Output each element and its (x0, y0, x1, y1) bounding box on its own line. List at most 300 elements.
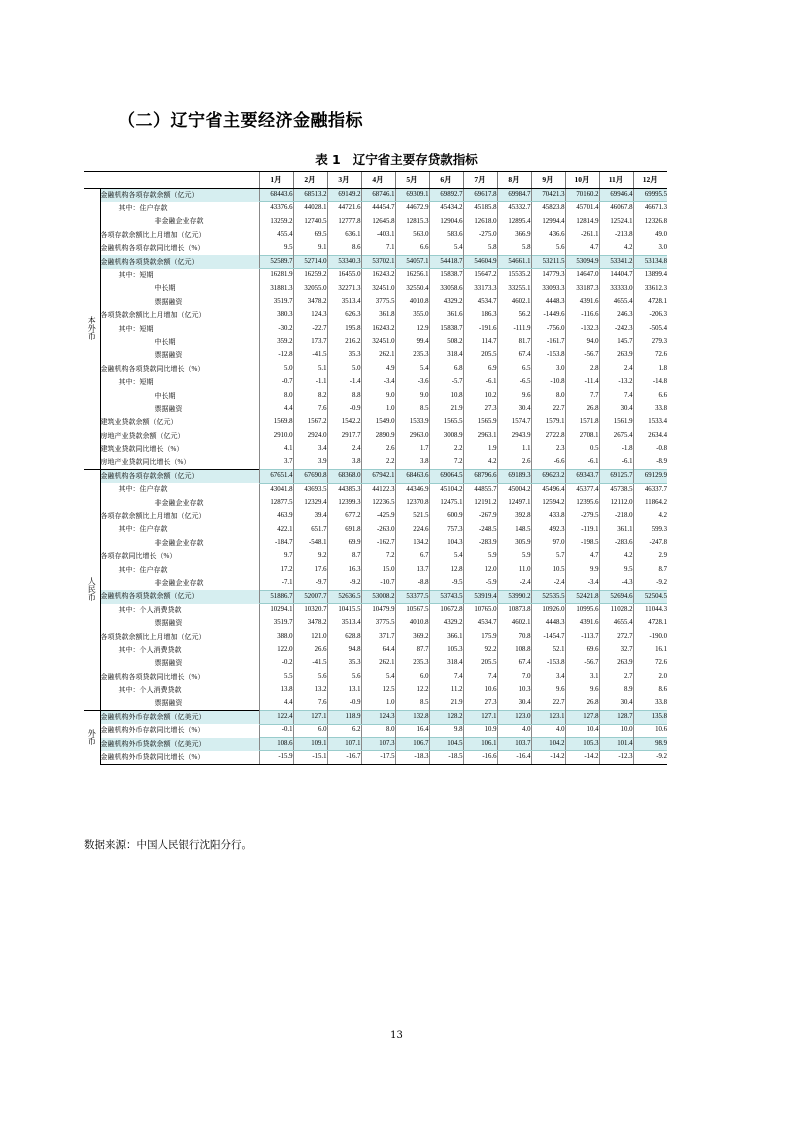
value-cell: 13.2 (293, 684, 327, 697)
value-cell: 127.8 (565, 711, 599, 724)
value-cell: 53134.8 (633, 255, 667, 268)
value-cell: 1.7 (395, 443, 429, 456)
value-cell: 3.1 (565, 671, 599, 684)
value-cell: 12.0 (463, 563, 497, 576)
value-cell: -3.6 (395, 376, 429, 389)
value-cell: 1.9 (463, 443, 497, 456)
value-cell: 583.6 (429, 229, 463, 242)
value-cell: -242.3 (599, 322, 633, 335)
value-cell: 33058.6 (429, 282, 463, 295)
table-row (84, 738, 667, 751)
value-cell: 2.6 (361, 443, 395, 456)
value-cell: -425.9 (361, 510, 395, 523)
value-cell: 33333.0 (599, 282, 633, 295)
value-cell: 10567.5 (395, 604, 429, 617)
value-cell: 68513.2 (293, 189, 327, 202)
value-cell: 53377.5 (395, 590, 429, 603)
value-cell: 2634.4 (633, 430, 667, 443)
value-cell: -16.7 (327, 751, 361, 764)
value-cell: -548.1 (293, 537, 327, 550)
value-cell: 105.3 (429, 644, 463, 657)
value-cell: 52535.5 (531, 590, 565, 603)
value-cell: 6.8 (429, 363, 463, 376)
value-cell: 21.9 (429, 697, 463, 710)
value-cell: -15.1 (293, 751, 327, 764)
value-cell: 8.6 (327, 242, 361, 255)
table-row (84, 711, 667, 724)
value-cell: 6.5 (497, 363, 531, 376)
group-label-char: 币 (87, 736, 96, 746)
header-blank-cell (84, 172, 259, 189)
value-cell: 53341.2 (599, 255, 633, 268)
value-cell: 33.8 (633, 403, 667, 416)
value-cell: -7.1 (259, 577, 293, 590)
value-cell: 124.3 (293, 309, 327, 322)
value-cell: -279.5 (565, 510, 599, 523)
row-label: 其中：住户存款 (118, 485, 168, 494)
value-cell: -247.8 (633, 537, 667, 550)
value-cell: 263.9 (599, 657, 633, 670)
value-cell: 14647.0 (565, 269, 599, 282)
value-cell: 12475.1 (429, 496, 463, 509)
value-cell: 32451.0 (361, 282, 395, 295)
group-label-char: 币 (87, 593, 96, 603)
value-cell: 8.0 (531, 389, 565, 402)
value-cell: -191.6 (463, 322, 497, 335)
value-cell: 69623.2 (531, 470, 565, 483)
value-cell: 11864.2 (633, 496, 667, 509)
table-row (84, 269, 667, 282)
table-row (84, 322, 667, 335)
value-cell: 127.1 (293, 711, 327, 724)
value-cell: 52007.7 (293, 590, 327, 603)
value-cell: -16.4 (497, 751, 531, 764)
value-cell: 6.6 (395, 242, 429, 255)
row-label: 票据融资 (154, 297, 183, 306)
value-cell: 4391.6 (565, 617, 599, 630)
value-cell: 2722.8 (531, 430, 565, 443)
value-cell: 31881.3 (259, 282, 293, 295)
value-cell: -190.0 (633, 630, 667, 643)
value-cell: 108.8 (497, 644, 531, 657)
value-cell: 54604.9 (463, 255, 497, 268)
value-cell: -1.8 (599, 443, 633, 456)
value-cell: 371.7 (361, 630, 395, 643)
value-cell: -0.7 (259, 376, 293, 389)
value-cell: -283.6 (599, 537, 633, 550)
value-cell: 33093.3 (531, 282, 565, 295)
value-cell: 0.5 (565, 443, 599, 456)
value-cell: 12399.3 (327, 496, 361, 509)
value-cell: 72.6 (633, 657, 667, 670)
row-label: 非金融企业存款 (154, 579, 204, 588)
page-number: 13 (390, 1030, 403, 1041)
value-cell: 4.2 (633, 510, 667, 523)
value-cell: 5.0 (259, 363, 293, 376)
table-row (84, 296, 667, 309)
value-cell: 15838.7 (429, 322, 463, 335)
value-cell: 44122.3 (361, 483, 395, 496)
table-number: 表 1 (315, 152, 341, 167)
value-cell: 4448.3 (531, 617, 565, 630)
value-cell: 69343.7 (565, 470, 599, 483)
value-cell: 205.5 (463, 349, 497, 362)
value-cell: 53743.5 (429, 590, 463, 603)
value-cell: 2.0 (633, 671, 667, 684)
deposit-loan-table (84, 171, 667, 765)
row-label: 金融机构各项存款余额（亿元） (100, 470, 259, 483)
value-cell: 5.9 (497, 550, 531, 563)
group-label (84, 470, 100, 711)
value-cell: 70421.3 (531, 189, 565, 202)
value-cell: 67942.1 (361, 470, 395, 483)
value-cell: 1565.9 (463, 416, 497, 429)
value-cell: 107.3 (361, 738, 395, 751)
value-cell: 1533.4 (633, 416, 667, 429)
table-header-row (84, 172, 667, 189)
value-cell: 8.5 (395, 697, 429, 710)
value-cell: 10765.0 (463, 604, 497, 617)
value-cell: 1549.0 (361, 416, 395, 429)
value-cell: 216.2 (327, 336, 361, 349)
value-cell: 1.0 (361, 697, 395, 710)
value-cell: 12815.3 (395, 215, 429, 228)
value-cell: 26.8 (565, 697, 599, 710)
value-cell: 68443.6 (259, 189, 293, 202)
month-header: 9月 (531, 172, 565, 189)
value-cell: 4.0 (497, 724, 531, 737)
value-cell: 677.2 (327, 510, 361, 523)
value-cell: -9.2 (633, 577, 667, 590)
value-cell: 521.5 (395, 510, 429, 523)
value-cell: 1579.1 (531, 416, 565, 429)
value-cell: 94.8 (327, 644, 361, 657)
value-cell: 10995.6 (565, 604, 599, 617)
value-cell: 11.2 (429, 684, 463, 697)
value-cell: 361.6 (429, 309, 463, 322)
value-cell: 33612.3 (633, 282, 667, 295)
value-cell: 563.0 (395, 229, 429, 242)
value-cell: -12.8 (259, 349, 293, 362)
value-cell: -5.7 (429, 376, 463, 389)
value-cell: 9.9 (565, 563, 599, 576)
table-row (84, 751, 667, 764)
value-cell: 318.4 (429, 349, 463, 362)
value-cell: 12370.8 (395, 496, 429, 509)
row-label: 各项贷款余额比上月增加（亿元） (100, 632, 206, 641)
value-cell: 45104.2 (429, 483, 463, 496)
value-cell: 1542.2 (327, 416, 361, 429)
value-cell: 68796.6 (463, 470, 497, 483)
table-body (84, 189, 667, 765)
row-label: 其中：住户存款 (118, 525, 168, 534)
value-cell: -161.7 (531, 336, 565, 349)
value-cell: 175.9 (463, 630, 497, 643)
value-cell: 12904.6 (429, 215, 463, 228)
value-cell: 7.0 (497, 671, 531, 684)
value-cell: 463.9 (259, 510, 293, 523)
month-header: 6月 (429, 172, 463, 189)
value-cell: -267.9 (463, 510, 497, 523)
table-row (84, 403, 667, 416)
value-cell: 2.2 (361, 456, 395, 469)
value-cell: 600.9 (429, 510, 463, 523)
value-cell: 67.4 (497, 657, 531, 670)
value-cell: 455.4 (259, 229, 293, 242)
value-cell: 8.2 (293, 389, 327, 402)
value-cell: 43693.5 (293, 483, 327, 496)
value-cell: 4.2 (599, 242, 633, 255)
value-cell: 3519.7 (259, 617, 293, 630)
value-cell: 11.0 (497, 563, 531, 576)
row-label: 中长期 (154, 337, 176, 346)
value-cell: 132.8 (395, 711, 429, 724)
value-cell: 52421.8 (565, 590, 599, 603)
value-cell: 5.7 (531, 550, 565, 563)
value-cell: 44346.9 (395, 483, 429, 496)
value-cell: 9.1 (293, 242, 327, 255)
value-cell: -119.1 (565, 523, 599, 536)
value-cell: 17.6 (293, 563, 327, 576)
table-row (84, 550, 667, 563)
value-cell: 10.3 (497, 684, 531, 697)
table-row (84, 416, 667, 429)
value-cell: -10.7 (361, 577, 395, 590)
value-cell: 68746.1 (361, 189, 395, 202)
value-cell: 392.8 (497, 510, 531, 523)
value-cell: 8.7 (327, 550, 361, 563)
value-cell: 10.8 (429, 389, 463, 402)
value-cell: 32550.4 (395, 282, 429, 295)
group-label-char: 本 (87, 316, 96, 326)
value-cell: 33173.3 (463, 282, 497, 295)
value-cell: -14.2 (565, 751, 599, 764)
value-cell: 7.7 (565, 389, 599, 402)
value-cell: -275.0 (463, 229, 497, 242)
value-cell: 53094.9 (565, 255, 599, 268)
month-header: 12月 (633, 172, 667, 189)
value-cell: 5.9 (463, 550, 497, 563)
value-cell: 68463.6 (395, 470, 429, 483)
table-row (84, 577, 667, 590)
value-cell: 128.2 (429, 711, 463, 724)
value-cell: -4.3 (599, 577, 633, 590)
value-cell: 53340.3 (327, 255, 361, 268)
value-cell: 12326.8 (633, 215, 667, 228)
value-cell: 4534.7 (463, 617, 497, 630)
value-cell: 30.4 (497, 697, 531, 710)
value-cell: 54057.1 (395, 255, 429, 268)
value-cell: 10.4 (565, 724, 599, 737)
value-cell: 53919.4 (463, 590, 497, 603)
row-label: 票据融资 (154, 699, 183, 708)
value-cell: -18.5 (429, 751, 463, 764)
table-row (84, 496, 667, 509)
value-cell: 8.0 (259, 389, 293, 402)
group-label-char: 币 (87, 332, 96, 342)
value-cell: -218.0 (599, 510, 633, 523)
value-cell: 30.4 (497, 403, 531, 416)
value-cell: 10294.1 (259, 604, 293, 617)
value-cell: 16243.2 (361, 269, 395, 282)
value-cell: 97.0 (531, 537, 565, 550)
table-row (84, 724, 667, 737)
value-cell: -162.7 (361, 537, 395, 550)
value-cell: -9.2 (327, 577, 361, 590)
value-cell: 33187.3 (565, 282, 599, 295)
value-cell: 272.7 (599, 630, 633, 643)
value-cell: 4534.7 (463, 296, 497, 309)
value-cell: 7.4 (429, 671, 463, 684)
value-cell: 69064.5 (429, 470, 463, 483)
table-row (84, 537, 667, 550)
value-cell: -41.5 (293, 349, 327, 362)
value-cell: -6.1 (599, 456, 633, 469)
value-cell: 67.4 (497, 349, 531, 362)
value-cell: 69892.7 (429, 189, 463, 202)
value-cell: 51886.7 (259, 590, 293, 603)
value-cell: 52694.6 (599, 590, 633, 603)
value-cell: -6.6 (531, 456, 565, 469)
value-cell: 9.7 (259, 550, 293, 563)
value-cell: 13.7 (395, 563, 429, 576)
value-cell: 56.2 (497, 309, 531, 322)
value-cell: 104.2 (531, 738, 565, 751)
value-cell: 12645.8 (361, 215, 395, 228)
row-label: 其中：短期 (118, 271, 154, 280)
value-cell: 2890.9 (361, 430, 395, 443)
value-cell: 3.0 (531, 363, 565, 376)
value-cell: 14404.7 (599, 269, 633, 282)
value-cell: 4.1 (259, 443, 293, 456)
table-row (84, 363, 667, 376)
value-cell: 186.3 (463, 309, 497, 322)
value-cell: 12524.1 (599, 215, 633, 228)
row-label: 票据融资 (154, 659, 183, 668)
value-cell: 70.8 (497, 630, 531, 643)
value-cell: 380.3 (259, 309, 293, 322)
table-row (84, 684, 667, 697)
value-cell: 436.6 (531, 229, 565, 242)
value-cell: 122.4 (259, 711, 293, 724)
value-cell: 2.3 (531, 443, 565, 456)
value-cell: 4329.2 (429, 296, 463, 309)
value-cell: 69129.9 (633, 470, 667, 483)
value-cell: 16243.2 (361, 322, 395, 335)
value-cell: 8.7 (633, 563, 667, 576)
value-cell: 22.7 (531, 403, 565, 416)
row-label: 各项存款余额比上月增加（亿元） (100, 230, 206, 239)
value-cell: 5.1 (293, 363, 327, 376)
value-cell: 361.8 (361, 309, 395, 322)
value-cell: 12.2 (395, 684, 429, 697)
source-note: 数据来源：中国人民银行沈阳分行。 (84, 839, 252, 851)
value-cell: 224.6 (395, 523, 429, 536)
row-label: 金融机构外币存款余额（亿美元） (100, 711, 259, 724)
value-cell: -1454.7 (531, 630, 565, 643)
value-cell: 69149.2 (327, 189, 361, 202)
value-cell: 12877.5 (259, 496, 293, 509)
value-cell: 10320.7 (293, 604, 327, 617)
value-cell: 2.6 (497, 456, 531, 469)
value-cell: 103.7 (497, 738, 531, 751)
value-cell: 6.2 (327, 724, 361, 737)
value-cell: 361.1 (599, 523, 633, 536)
table-row (84, 215, 667, 228)
table-row (84, 376, 667, 389)
value-cell: 104.3 (429, 537, 463, 550)
value-cell: 369.2 (395, 630, 429, 643)
value-cell: -206.3 (633, 309, 667, 322)
value-cell: 44672.9 (395, 202, 429, 215)
row-label: 金融机构各项存款余额（亿元） (100, 189, 259, 202)
table-row (84, 523, 667, 536)
value-cell: 54418.7 (429, 255, 463, 268)
value-cell: 2.9 (633, 550, 667, 563)
value-cell: 422.1 (259, 523, 293, 536)
value-cell: 3.9 (293, 456, 327, 469)
value-cell: 3519.7 (259, 296, 293, 309)
value-cell: 3513.4 (327, 296, 361, 309)
value-cell: 118.9 (327, 711, 361, 724)
value-cell: 5.4 (395, 363, 429, 376)
value-cell: 69.6 (565, 644, 599, 657)
value-cell: 99.4 (395, 336, 429, 349)
value-cell: 492.3 (531, 523, 565, 536)
value-cell: 108.6 (259, 738, 293, 751)
value-cell: 105.3 (565, 738, 599, 751)
value-cell: 33255.1 (497, 282, 531, 295)
value-cell: 114.7 (463, 336, 497, 349)
value-cell: 1567.2 (293, 416, 327, 429)
value-cell: 12329.4 (293, 496, 327, 509)
value-cell: 43376.6 (259, 202, 293, 215)
value-cell: 6.6 (633, 389, 667, 402)
value-cell: 121.0 (293, 630, 327, 643)
table-row (84, 657, 667, 670)
value-cell: 12236.5 (361, 496, 395, 509)
row-label: 其中：短期 (118, 324, 154, 333)
value-cell: 45332.7 (497, 202, 531, 215)
value-cell: 45701.4 (565, 202, 599, 215)
row-label: 票据融资 (154, 619, 183, 628)
value-cell: 5.0 (327, 363, 361, 376)
value-cell: 123.1 (531, 711, 565, 724)
value-cell: 4.4 (259, 697, 293, 710)
value-cell: 68368.0 (327, 470, 361, 483)
value-cell: 7.4 (463, 671, 497, 684)
value-cell: 53008.2 (361, 590, 395, 603)
value-cell: 4391.6 (565, 296, 599, 309)
value-cell: 173.7 (293, 336, 327, 349)
value-cell: 5.4 (429, 242, 463, 255)
value-cell: 2708.1 (565, 430, 599, 443)
row-label: 其中：短期 (118, 378, 154, 387)
value-cell: 6.0 (395, 671, 429, 684)
value-cell: 12777.8 (327, 215, 361, 228)
value-cell: -2.4 (497, 577, 531, 590)
value-cell: 11044.3 (633, 604, 667, 617)
table-row (84, 242, 667, 255)
value-cell: 508.2 (429, 336, 463, 349)
value-cell: 4010.8 (395, 617, 429, 630)
value-cell: -3.4 (565, 577, 599, 590)
value-cell: 64.4 (361, 644, 395, 657)
table-row (84, 630, 667, 643)
value-cell: 127.1 (463, 711, 497, 724)
row-label: 中长期 (154, 391, 176, 400)
value-cell: 52589.7 (259, 255, 293, 268)
